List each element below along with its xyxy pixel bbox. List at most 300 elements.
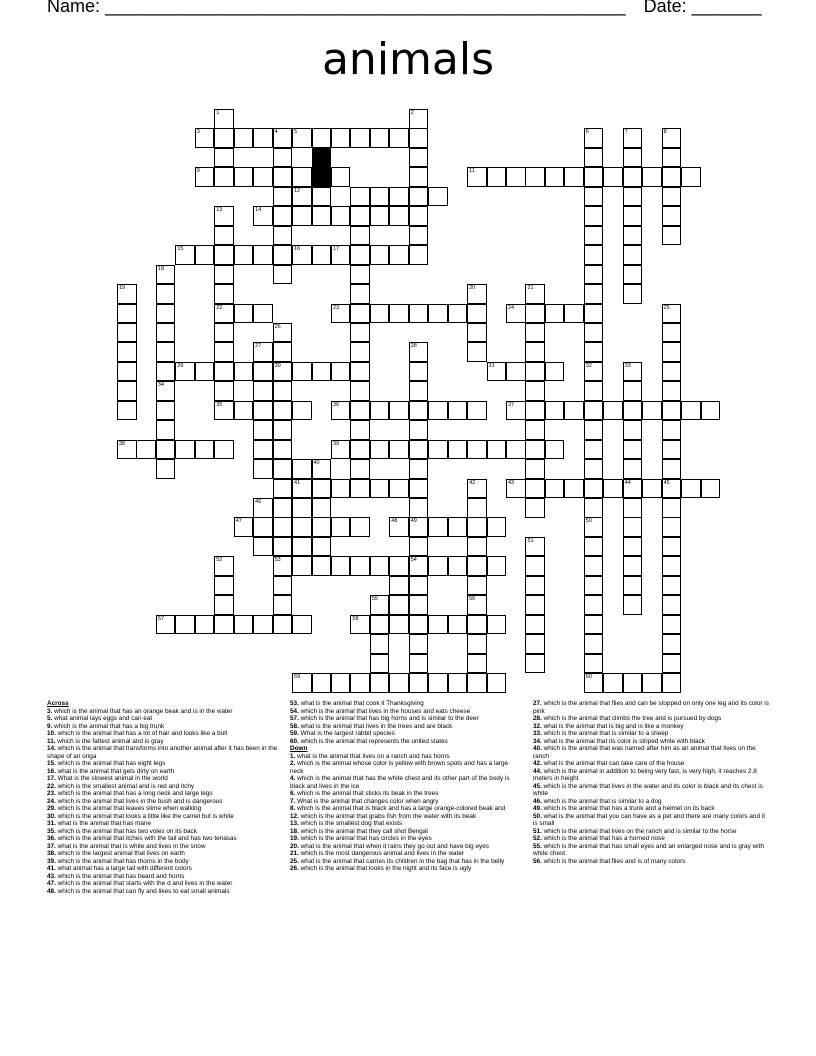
grid-cell[interactable]: [214, 206, 234, 226]
grid-cell[interactable]: [350, 265, 370, 285]
grid-cell[interactable]: [273, 420, 293, 440]
grid-cell[interactable]: [253, 420, 273, 440]
grid-cell[interactable]: [370, 304, 390, 324]
grid-cell[interactable]: [156, 362, 176, 382]
grid-cell[interactable]: [350, 362, 370, 382]
grid-cell[interactable]: [350, 323, 370, 343]
grid-cell[interactable]: [156, 323, 176, 343]
grid-cell[interactable]: [506, 167, 526, 187]
grid-cell[interactable]: [273, 440, 293, 460]
grid-cell[interactable]: [331, 479, 351, 499]
grid-cell[interactable]: [136, 440, 156, 460]
grid-cell[interactable]: [487, 673, 507, 693]
grid-cell[interactable]: [253, 362, 273, 382]
grid-cell[interactable]: [525, 284, 545, 304]
grid-cell[interactable]: [350, 381, 370, 401]
grid-cell[interactable]: [331, 128, 351, 148]
grid-cell[interactable]: [117, 362, 137, 382]
grid-cell[interactable]: [409, 245, 429, 265]
grid-cell[interactable]: [312, 537, 332, 557]
grid-cell[interactable]: [273, 595, 293, 615]
grid-cell[interactable]: [156, 381, 176, 401]
grid-cell[interactable]: [409, 498, 429, 518]
grid-cell[interactable]: [467, 634, 487, 654]
grid-cell[interactable]: [350, 440, 370, 460]
grid-cell[interactable]: [506, 362, 526, 382]
grid-cell[interactable]: [662, 226, 682, 246]
grid-cell[interactable]: [312, 128, 332, 148]
grid-cell[interactable]: [584, 342, 604, 362]
grid-cell[interactable]: [428, 615, 448, 635]
grid-cell[interactable]: [389, 576, 409, 596]
grid-cell[interactable]: [603, 167, 623, 187]
grid-cell[interactable]: [331, 401, 351, 421]
grid-cell[interactable]: [156, 304, 176, 324]
grid-cell[interactable]: [409, 187, 429, 207]
grid-cell[interactable]: [253, 206, 273, 226]
grid-cell[interactable]: [584, 128, 604, 148]
grid-cell[interactable]: [370, 206, 390, 226]
grid-cell[interactable]: [409, 556, 429, 576]
grid-cell[interactable]: [662, 634, 682, 654]
grid-cell[interactable]: [312, 245, 332, 265]
grid-cell[interactable]: [409, 148, 429, 168]
grid-cell[interactable]: [409, 128, 429, 148]
grid-cell[interactable]: [662, 459, 682, 479]
grid-cell[interactable]: [662, 148, 682, 168]
grid-cell[interactable]: [623, 595, 643, 615]
grid-cell[interactable]: [662, 440, 682, 460]
grid-cell[interactable]: [273, 128, 293, 148]
grid-cell[interactable]: [662, 576, 682, 596]
grid-cell[interactable]: [467, 517, 487, 537]
grid-cell[interactable]: [662, 304, 682, 324]
grid-cell[interactable]: [564, 167, 584, 187]
grid-cell[interactable]: [428, 187, 448, 207]
grid-cell[interactable]: [487, 440, 507, 460]
grid-cell[interactable]: [662, 381, 682, 401]
grid-cell[interactable]: [195, 362, 215, 382]
grid-cell[interactable]: [623, 556, 643, 576]
grid-cell[interactable]: [312, 362, 332, 382]
grid-cell[interactable]: [409, 381, 429, 401]
grid-cell[interactable]: [389, 401, 409, 421]
grid-cell[interactable]: [195, 440, 215, 460]
grid-cell[interactable]: [584, 440, 604, 460]
grid-cell[interactable]: [487, 362, 507, 382]
grid-cell[interactable]: [681, 167, 701, 187]
grid-cell[interactable]: [525, 634, 545, 654]
grid-cell[interactable]: [467, 304, 487, 324]
grid-cell[interactable]: [584, 615, 604, 635]
grid-cell[interactable]: [273, 265, 293, 285]
grid-cell[interactable]: [525, 459, 545, 479]
grid-cell[interactable]: [273, 401, 293, 421]
grid-cell[interactable]: [584, 362, 604, 382]
grid-cell[interactable]: [467, 479, 487, 499]
grid-cell[interactable]: [662, 362, 682, 382]
grid-cell[interactable]: [175, 245, 195, 265]
grid-cell[interactable]: [467, 556, 487, 576]
grid-cell[interactable]: [331, 167, 351, 187]
grid-cell[interactable]: [214, 265, 234, 285]
grid-cell[interactable]: [662, 187, 682, 207]
grid-cell[interactable]: [506, 479, 526, 499]
grid-cell[interactable]: [273, 167, 293, 187]
grid-cell[interactable]: [273, 381, 293, 401]
grid-cell[interactable]: [312, 517, 332, 537]
grid-cell[interactable]: [253, 440, 273, 460]
grid-cell[interactable]: [273, 362, 293, 382]
grid-cell[interactable]: [273, 498, 293, 518]
grid-cell[interactable]: [467, 342, 487, 362]
grid-cell[interactable]: [662, 323, 682, 343]
grid-cell[interactable]: [273, 323, 293, 343]
grid-cell[interactable]: [584, 634, 604, 654]
grid-cell[interactable]: [253, 459, 273, 479]
grid-cell[interactable]: [273, 459, 293, 479]
grid-cell[interactable]: [350, 187, 370, 207]
grid-cell[interactable]: [623, 517, 643, 537]
grid-cell[interactable]: [409, 342, 429, 362]
grid-cell[interactable]: [584, 576, 604, 596]
grid-cell[interactable]: [331, 245, 351, 265]
grid-cell[interactable]: [584, 654, 604, 674]
grid-cell[interactable]: [584, 556, 604, 576]
grid-cell[interactable]: [253, 245, 273, 265]
grid-cell[interactable]: [292, 362, 312, 382]
grid-cell[interactable]: [623, 381, 643, 401]
grid-cell[interactable]: [370, 187, 390, 207]
grid-cell[interactable]: [214, 401, 234, 421]
grid-cell[interactable]: [370, 615, 390, 635]
grid-cell[interactable]: [525, 576, 545, 596]
grid-cell[interactable]: [409, 517, 429, 537]
grid-cell[interactable]: [584, 537, 604, 557]
grid-cell[interactable]: [292, 615, 312, 635]
grid-cell[interactable]: [506, 304, 526, 324]
grid-cell[interactable]: [370, 401, 390, 421]
grid-cell[interactable]: [389, 517, 409, 537]
grid-cell[interactable]: [467, 673, 487, 693]
grid-cell[interactable]: [350, 128, 370, 148]
grid-cell[interactable]: [370, 245, 390, 265]
grid-cell[interactable]: [273, 479, 293, 499]
grid-cell[interactable]: [214, 148, 234, 168]
grid-cell[interactable]: [448, 440, 468, 460]
grid-cell[interactable]: [234, 304, 254, 324]
grid-cell[interactable]: [545, 440, 565, 460]
grid-cell[interactable]: [156, 615, 176, 635]
grid-cell[interactable]: [117, 304, 137, 324]
grid-cell[interactable]: [662, 128, 682, 148]
grid-cell[interactable]: [389, 615, 409, 635]
grid-cell[interactable]: [623, 420, 643, 440]
grid-cell[interactable]: [370, 479, 390, 499]
grid-cell[interactable]: [525, 304, 545, 324]
grid-cell[interactable]: [156, 284, 176, 304]
grid-cell[interactable]: [214, 304, 234, 324]
grid-cell[interactable]: [467, 401, 487, 421]
grid-cell[interactable]: [487, 517, 507, 537]
grid-cell[interactable]: [525, 615, 545, 635]
grid-cell[interactable]: [214, 362, 234, 382]
grid-cell[interactable]: [467, 167, 487, 187]
grid-cell[interactable]: [448, 615, 468, 635]
grid-cell[interactable]: [117, 401, 137, 421]
grid-cell[interactable]: [214, 245, 234, 265]
grid-cell[interactable]: [292, 187, 312, 207]
grid-cell[interactable]: [370, 654, 390, 674]
grid-cell[interactable]: [506, 440, 526, 460]
grid-cell[interactable]: [253, 498, 273, 518]
grid-cell[interactable]: [350, 342, 370, 362]
grid-cell[interactable]: [370, 556, 390, 576]
grid-cell[interactable]: [312, 498, 332, 518]
grid-cell[interactable]: [525, 167, 545, 187]
grid-cell[interactable]: [623, 401, 643, 421]
grid-cell[interactable]: [156, 440, 176, 460]
grid-cell[interactable]: [409, 362, 429, 382]
grid-cell[interactable]: [253, 342, 273, 362]
grid-cell[interactable]: [623, 479, 643, 499]
grid-cell[interactable]: [448, 556, 468, 576]
grid-cell[interactable]: [234, 362, 254, 382]
grid-cell[interactable]: [350, 479, 370, 499]
grid-cell[interactable]: [662, 556, 682, 576]
grid-cell[interactable]: [584, 420, 604, 440]
grid-cell[interactable]: [409, 440, 429, 460]
grid-cell[interactable]: [623, 206, 643, 226]
grid-cell[interactable]: [701, 401, 721, 421]
grid-cell[interactable]: [584, 381, 604, 401]
grid-cell[interactable]: [195, 245, 215, 265]
grid-cell[interactable]: [214, 226, 234, 246]
grid-cell[interactable]: [389, 128, 409, 148]
grid-cell[interactable]: [584, 206, 604, 226]
grid-cell[interactable]: [350, 401, 370, 421]
grid-cell[interactable]: [642, 167, 662, 187]
grid-cell[interactable]: [409, 654, 429, 674]
grid-cell[interactable]: [584, 167, 604, 187]
grid-cell[interactable]: [273, 556, 293, 576]
grid-cell[interactable]: [292, 401, 312, 421]
grid-cell[interactable]: [448, 517, 468, 537]
grid-cell[interactable]: [467, 654, 487, 674]
grid-cell[interactable]: [409, 537, 429, 557]
grid-cell[interactable]: [409, 595, 429, 615]
grid-cell[interactable]: [467, 284, 487, 304]
grid-cell[interactable]: [214, 440, 234, 460]
grid-cell[interactable]: [545, 401, 565, 421]
grid-cell[interactable]: [253, 517, 273, 537]
grid-cell[interactable]: [214, 381, 234, 401]
grid-cell[interactable]: [331, 206, 351, 226]
grid-cell[interactable]: [584, 187, 604, 207]
grid-cell[interactable]: [584, 284, 604, 304]
grid-cell[interactable]: [156, 265, 176, 285]
grid-cell[interactable]: [525, 401, 545, 421]
grid-cell[interactable]: [273, 245, 293, 265]
grid-cell[interactable]: [662, 206, 682, 226]
grid-cell[interactable]: [350, 420, 370, 440]
grid-cell[interactable]: [292, 673, 312, 693]
grid-cell[interactable]: [545, 304, 565, 324]
grid-cell[interactable]: [409, 479, 429, 499]
grid-cell[interactable]: [545, 479, 565, 499]
grid-cell[interactable]: [253, 167, 273, 187]
grid-cell[interactable]: [642, 479, 662, 499]
grid-cell[interactable]: [292, 498, 312, 518]
grid-cell[interactable]: [253, 401, 273, 421]
grid-cell[interactable]: [292, 537, 312, 557]
grid-cell[interactable]: [117, 323, 137, 343]
grid-cell[interactable]: [662, 615, 682, 635]
grid-cell[interactable]: [409, 615, 429, 635]
grid-cell[interactable]: [525, 498, 545, 518]
grid-cell[interactable]: [312, 556, 332, 576]
grid-cell[interactable]: [623, 576, 643, 596]
grid-cell[interactable]: [156, 401, 176, 421]
grid-cell[interactable]: [292, 167, 312, 187]
grid-cell[interactable]: [448, 673, 468, 693]
grid-cell[interactable]: [273, 206, 293, 226]
grid-cell[interactable]: [370, 440, 390, 460]
grid-cell[interactable]: [623, 673, 643, 693]
grid-cell[interactable]: [389, 673, 409, 693]
grid-cell[interactable]: [428, 556, 448, 576]
grid-cell[interactable]: [467, 615, 487, 635]
grid-cell[interactable]: [234, 128, 254, 148]
grid-cell[interactable]: [409, 304, 429, 324]
grid-cell[interactable]: [584, 479, 604, 499]
grid-cell[interactable]: [214, 615, 234, 635]
grid-cell[interactable]: [467, 498, 487, 518]
grid-cell[interactable]: [448, 401, 468, 421]
grid-cell[interactable]: [487, 615, 507, 635]
grid-cell[interactable]: [467, 595, 487, 615]
grid-cell[interactable]: [234, 615, 254, 635]
grid-cell[interactable]: [331, 304, 351, 324]
grid-cell[interactable]: [409, 206, 429, 226]
grid-cell[interactable]: [273, 517, 293, 537]
grid-cell[interactable]: [409, 401, 429, 421]
grid-cell[interactable]: [584, 498, 604, 518]
grid-cell[interactable]: [662, 342, 682, 362]
grid-cell[interactable]: [350, 615, 370, 635]
grid-cell[interactable]: [292, 517, 312, 537]
grid-cell[interactable]: [214, 109, 234, 129]
grid-cell[interactable]: [623, 148, 643, 168]
grid-cell[interactable]: [662, 517, 682, 537]
grid-cell[interactable]: [350, 673, 370, 693]
grid-cell[interactable]: [389, 206, 409, 226]
grid-cell[interactable]: [584, 323, 604, 343]
grid-cell[interactable]: [156, 459, 176, 479]
grid-cell[interactable]: [389, 556, 409, 576]
grid-cell[interactable]: [467, 576, 487, 596]
grid-cell[interactable]: [525, 440, 545, 460]
grid-cell[interactable]: [623, 128, 643, 148]
grid-cell[interactable]: [525, 654, 545, 674]
grid-cell[interactable]: [584, 401, 604, 421]
grid-cell[interactable]: [623, 362, 643, 382]
grid-cell[interactable]: [214, 576, 234, 596]
grid-cell[interactable]: [117, 342, 137, 362]
grid-cell[interactable]: [117, 381, 137, 401]
grid-cell[interactable]: [195, 615, 215, 635]
grid-cell[interactable]: [175, 440, 195, 460]
grid-cell[interactable]: [292, 206, 312, 226]
grid-cell[interactable]: [234, 401, 254, 421]
grid-cell[interactable]: [350, 556, 370, 576]
grid-cell[interactable]: [545, 167, 565, 187]
grid-cell[interactable]: [175, 615, 195, 635]
grid-cell[interactable]: [525, 479, 545, 499]
grid-cell[interactable]: [662, 673, 682, 693]
grid-cell[interactable]: [292, 459, 312, 479]
grid-cell[interactable]: [623, 284, 643, 304]
grid-cell[interactable]: [409, 109, 429, 129]
grid-cell[interactable]: [195, 128, 215, 148]
grid-cell[interactable]: [214, 128, 234, 148]
grid-cell[interactable]: [331, 440, 351, 460]
grid-cell[interactable]: [214, 595, 234, 615]
grid-cell[interactable]: [428, 440, 448, 460]
grid-cell[interactable]: [409, 226, 429, 246]
grid-cell[interactable]: [623, 459, 643, 479]
grid-cell[interactable]: [253, 537, 273, 557]
grid-cell[interactable]: [467, 323, 487, 343]
grid-cell[interactable]: [409, 673, 429, 693]
grid-cell[interactable]: [312, 187, 332, 207]
grid-cell[interactable]: [662, 654, 682, 674]
grid-cell[interactable]: [525, 595, 545, 615]
grid-cell[interactable]: [273, 342, 293, 362]
grid-cell[interactable]: [214, 323, 234, 343]
grid-cell[interactable]: [681, 479, 701, 499]
grid-cell[interactable]: [253, 304, 273, 324]
grid-cell[interactable]: [292, 128, 312, 148]
grid-cell[interactable]: [428, 673, 448, 693]
grid-cell[interactable]: [662, 498, 682, 518]
grid-cell[interactable]: [350, 206, 370, 226]
grid-cell[interactable]: [525, 420, 545, 440]
grid-cell[interactable]: [273, 576, 293, 596]
grid-cell[interactable]: [214, 167, 234, 187]
grid-cell[interactable]: [389, 304, 409, 324]
grid-cell[interactable]: [409, 167, 429, 187]
grid-cell[interactable]: [584, 673, 604, 693]
grid-cell[interactable]: [389, 479, 409, 499]
grid-cell[interactable]: [506, 401, 526, 421]
grid-cell[interactable]: [273, 148, 293, 168]
grid-cell[interactable]: [603, 479, 623, 499]
grid-cell[interactable]: [603, 673, 623, 693]
grid-cell[interactable]: [525, 362, 545, 382]
grid-cell[interactable]: [487, 556, 507, 576]
grid-cell[interactable]: [214, 284, 234, 304]
grid-cell[interactable]: [273, 537, 293, 557]
grid-cell[interactable]: [642, 673, 662, 693]
grid-cell[interactable]: [350, 459, 370, 479]
grid-cell[interactable]: [409, 420, 429, 440]
grid-cell[interactable]: [389, 187, 409, 207]
grid-cell[interactable]: [195, 167, 215, 187]
grid-cell[interactable]: [525, 556, 545, 576]
grid-cell[interactable]: [623, 265, 643, 285]
grid-cell[interactable]: [623, 440, 643, 460]
